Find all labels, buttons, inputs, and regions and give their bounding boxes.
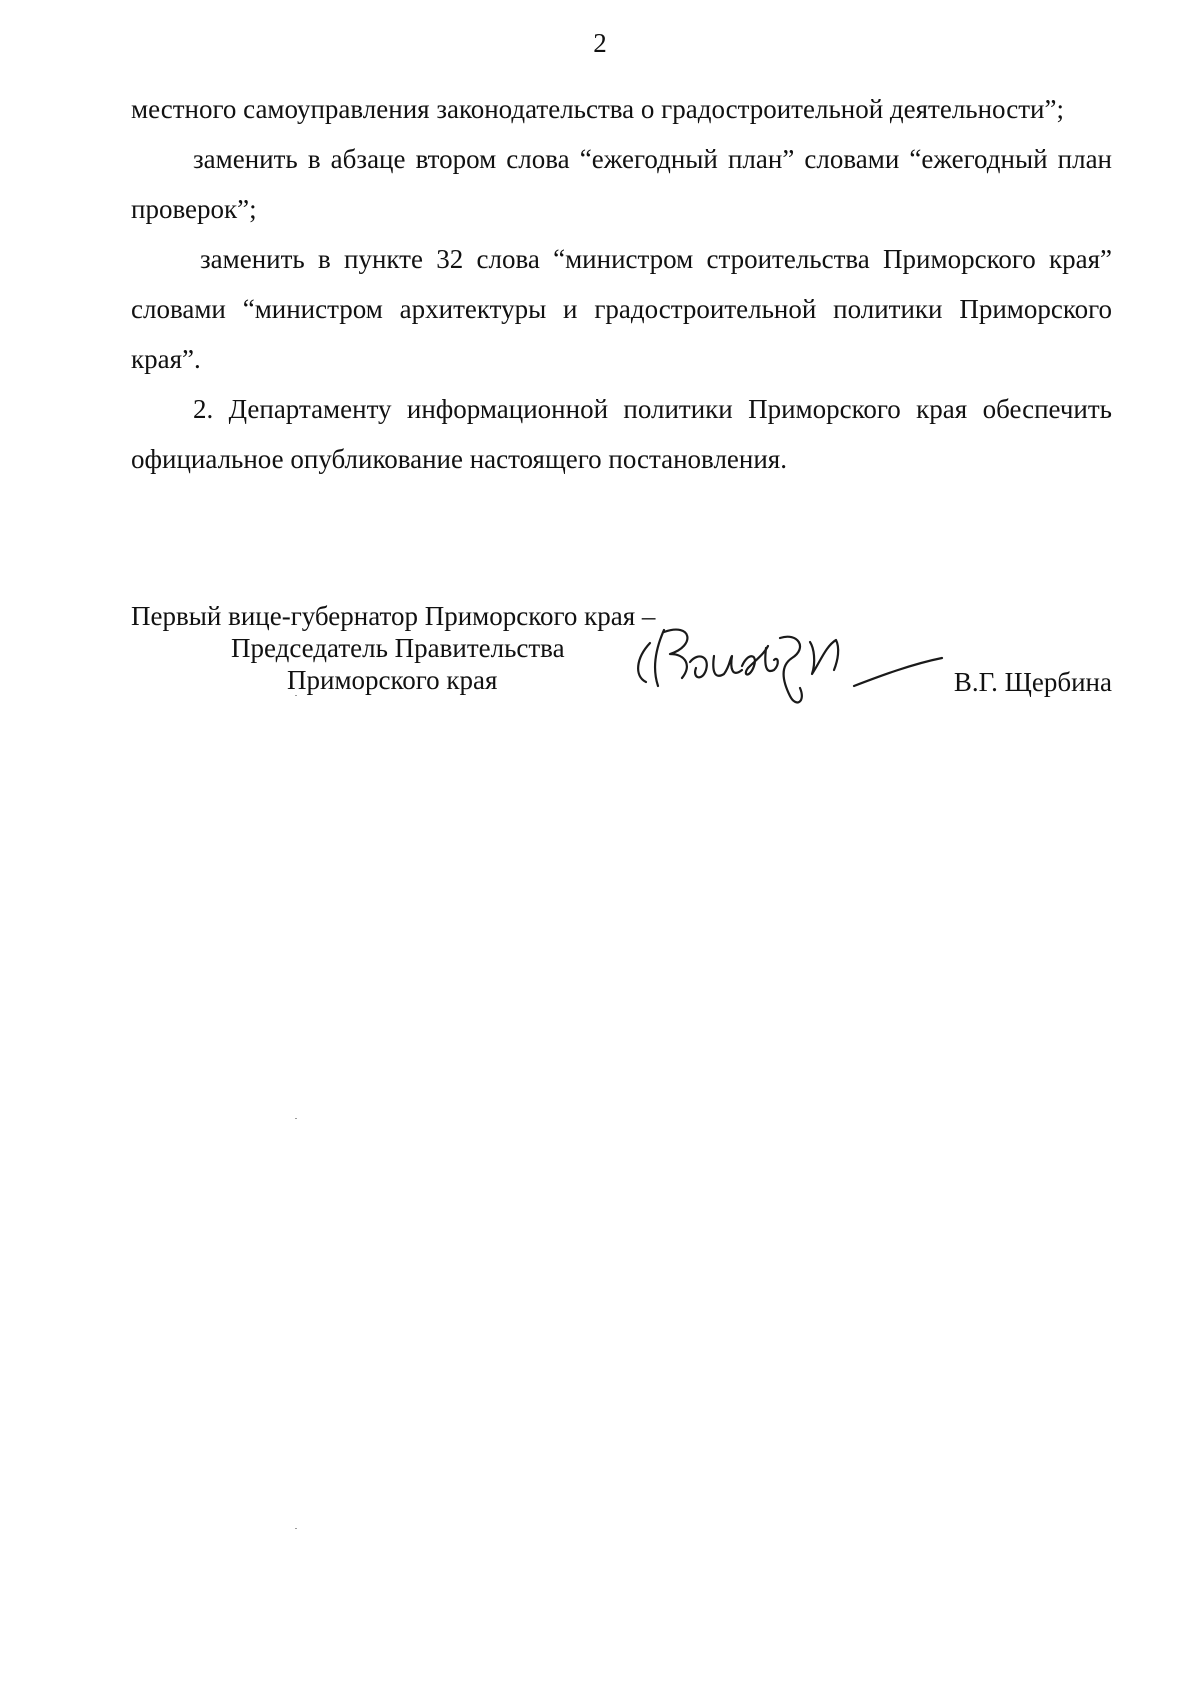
- paragraph-continuation: местного самоуправления законодательства о градостроительной деятельности”;: [131, 94, 1064, 124]
- signatory-name: В.Г. Щербина: [953, 667, 1112, 697]
- paragraph-amendment-2: заменить в пункте 32 слова “министром строительства Приморского края” словами “министром архитектуры и градостроительной политики Приморского края”.: [131, 244, 1112, 374]
- document-body: [131, 84, 1112, 484]
- scan-speck: [295, 1118, 297, 1119]
- signatory-title-line-1: Первый вице-губернатор Приморского края –: [131, 601, 656, 631]
- handwritten-signature-icon: [630, 618, 980, 723]
- scan-speck: [295, 695, 297, 696]
- page-number: 2: [593, 28, 607, 58]
- paragraph-item-2: 2. Департаменту информационной политики Приморского края обеспечить официальное опубликование настоящего постановления.: [131, 394, 1112, 474]
- paragraph-amendment-1: заменить в абзаце втором слова “ежегодный план” словами “ежегодный план проверок”;: [131, 144, 1112, 224]
- signatory-title-line-2: Председатель Правительства: [231, 633, 565, 663]
- scan-speck: [295, 1528, 297, 1529]
- signatory-title-line-3: Приморского края: [287, 665, 498, 695]
